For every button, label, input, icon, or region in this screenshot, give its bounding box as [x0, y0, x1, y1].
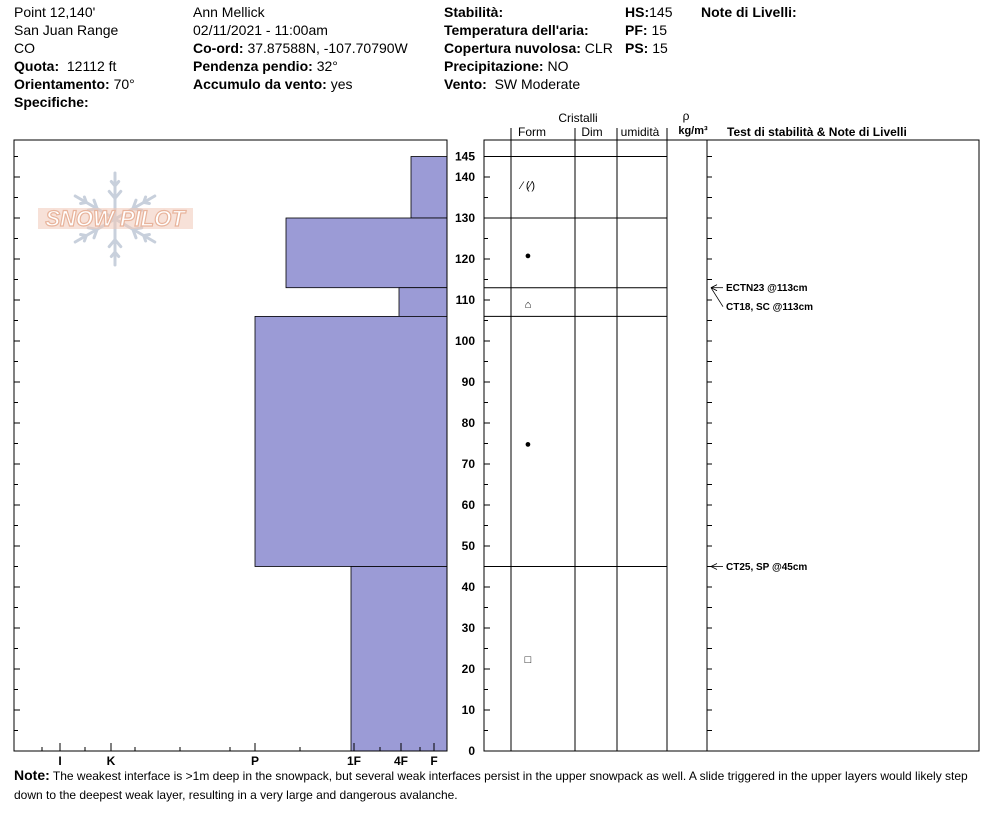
- precip-label: Precipitazione:: [444, 58, 544, 74]
- hardness-tick-label: P: [250, 754, 260, 768]
- coord-value: 37.87588N, -107.70790W: [247, 40, 408, 56]
- slope-value: 32°: [316, 58, 338, 74]
- elevation-label: Quota:: [14, 58, 60, 74]
- height-tick-label: 40: [461, 580, 475, 594]
- snowpilot-logo: [38, 173, 193, 265]
- layer-notes-label: Note di Livelli:: [701, 4, 797, 20]
- grain-table-frame: [484, 128, 979, 751]
- stability-test-label: ECTN23 @113cm: [726, 283, 808, 295]
- specifics-label: Specifiche:: [14, 94, 89, 110]
- hardness-tick-label: 4F: [393, 754, 409, 768]
- aspect-label: Orientamento:: [14, 76, 110, 92]
- hardness-layer: [255, 316, 447, 566]
- height-tick-label: 100: [454, 334, 475, 348]
- hardness-layer: [399, 288, 447, 317]
- wind-label: Vento:: [444, 76, 487, 92]
- hs-label: HS:: [625, 4, 650, 20]
- stability-tests: [711, 283, 813, 573]
- height-tick-label: 70: [461, 457, 475, 471]
- stability-test-label: CT25, SP @45cm: [726, 562, 808, 573]
- height-tick-label: 80: [461, 416, 475, 430]
- cloud-label: Copertura nuvolosa:: [444, 40, 581, 56]
- snowflake-branch: [81, 235, 87, 236]
- grain-table-border: [484, 140, 979, 751]
- air-temp-label: Temperatura dell'aria:: [444, 22, 589, 38]
- elevation-value: 12112 ft: [66, 58, 117, 74]
- ps-value: 15: [652, 40, 668, 56]
- dim-header: Dim: [581, 125, 603, 139]
- hardness-tick-label: K: [106, 754, 116, 768]
- column-headers: [518, 109, 907, 139]
- wind-value: SW Moderate: [494, 76, 581, 92]
- coord-label: Co-ord:: [193, 40, 244, 56]
- height-tick-label: 10: [461, 703, 475, 717]
- height-tick-label: 145: [454, 149, 475, 164]
- pf-label: PF:: [625, 22, 648, 38]
- density-unit-header: kg/m³: [678, 125, 708, 137]
- pf-value: 15: [651, 22, 668, 38]
- height-tick-label: 20: [461, 662, 475, 676]
- slope-label: Pendenza pendio:: [193, 58, 313, 74]
- snowflake-branch: [84, 197, 86, 202]
- height-tick-label: 90: [461, 375, 475, 389]
- state-name: CO: [14, 40, 35, 56]
- height-tick-label: 130: [454, 211, 475, 225]
- stability-test-label: CT18, SC @113cm: [726, 302, 814, 314]
- hardness-tick-label: 1F: [346, 754, 362, 768]
- hardness-tick-label: I: [58, 754, 62, 768]
- grain-form-symbol: □: [524, 653, 532, 666]
- note-text: The weakest interface is >1m deep in the snowpack, but several weak interfaces persist in the upper snowpack as well. A slide triggered in the upper layers would likely step down to the deepest weak layer, resulting in a very large and dangerous avalanche.: [14, 769, 968, 802]
- form-header: Form: [518, 125, 546, 139]
- moisture-header: umidità: [620, 125, 660, 139]
- grain-form-symbol: ⁄ (⁄): [520, 180, 536, 193]
- height-tick-label: 120: [454, 252, 475, 266]
- hardness-tick-label: F: [430, 754, 438, 768]
- stability-notes-header: Test di stabilità & Note di Livelli: [727, 125, 907, 139]
- grain-form-symbol: ●: [524, 249, 532, 262]
- height-tick-label: 110: [455, 293, 475, 307]
- height-tick-label: 140: [454, 170, 475, 184]
- aspect-value: 70°: [113, 76, 135, 92]
- location-name: Point 12,140': [14, 4, 96, 20]
- height-tick-label: 50: [461, 539, 475, 553]
- hs-value: 145: [649, 4, 673, 20]
- height-tick-label: 30: [461, 621, 475, 635]
- height-tick-label: 60: [461, 498, 475, 512]
- observer-name: Ann Mellick: [193, 4, 265, 20]
- hardness-layer: [411, 157, 447, 219]
- range-name: San Juan Range: [14, 22, 119, 38]
- snowflake-branch: [144, 202, 150, 203]
- note-block: [14, 766, 974, 805]
- cloud-value: CLR: [584, 40, 613, 56]
- grain-form-symbol: ●: [524, 438, 532, 451]
- wind-loading-label: Accumulo da vento:: [193, 76, 327, 92]
- hardness-layer: [351, 567, 447, 752]
- crystals-header: Cristalli: [558, 111, 598, 125]
- precip-value: NO: [547, 58, 569, 74]
- hardness-layer: [286, 218, 447, 288]
- wind-loading-value: yes: [330, 76, 353, 92]
- ps-label: PS:: [625, 40, 649, 56]
- stability-label: Stabilità:: [444, 4, 504, 20]
- height-axis: [455, 150, 490, 759]
- observation-datetime: 02/11/2021 - 11:00am: [193, 22, 328, 38]
- logo-text: SNOW PILOT: [45, 206, 185, 231]
- hardness-layers: [255, 157, 447, 752]
- grain-form-symbol: ⌂: [524, 299, 532, 312]
- snowflake-branch: [144, 236, 146, 241]
- rho-header: ρ: [682, 109, 690, 123]
- note-label: Note:: [14, 767, 50, 783]
- height-tick-label: 0: [468, 744, 475, 758]
- grain-forms: [518, 180, 535, 666]
